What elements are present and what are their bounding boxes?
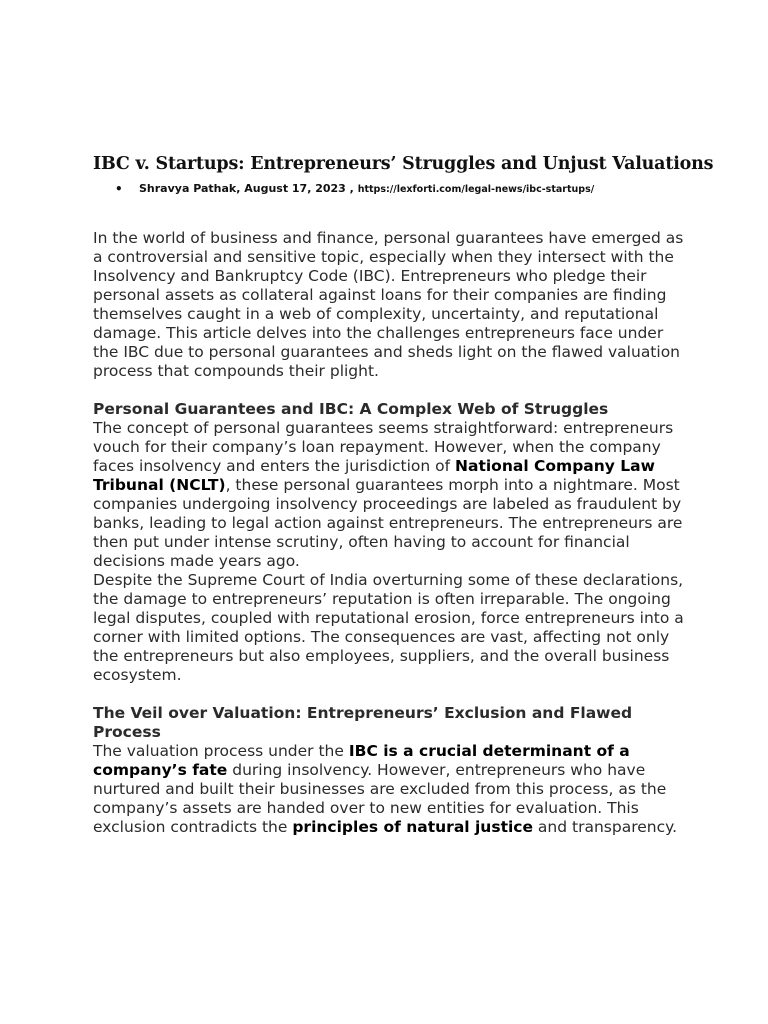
byline-list <box>93 181 693 198</box>
section-paragraph <box>93 742 693 837</box>
text-run: The valuation process under the <box>93 742 349 760</box>
bold-text: principles of natural justice <box>292 818 533 836</box>
source-url: https://lexforti.com/legal-news/ibc-startups/ <box>357 184 595 195</box>
byline-item <box>93 181 693 198</box>
text-run: The concept of personal guarantees seems straightforward: entrepreneurs vouch for their company’s loan repayment. However, when the company faces insolvency and enters the jurisdiction of <box>93 419 674 475</box>
intro-paragraph: In the world of business and finance, personal guarantees have emerged as a controversial and sensitive topic, especially when they intersect with the Insolvency and Bankruptcy Code (IBC). Entrepreneurs who pledge their personal assets as collateral against loans for their companies are finding themselves caught in a web of complexity, uncertainty, and reputational damage. This article delves into the challenges entrepreneurs face under the IBC due to personal guarantees and sheds light on the flawed valuation process that compounds their plight. <box>93 229 684 380</box>
section-personal-guarantees <box>93 400 693 685</box>
section-paragraph: Despite the Supreme Court of India overturning some of these declarations, the damage to entrepreneurs’ reputation is often irreparable. The ongoing legal disputes, coupled with reputational erosion, force entrepreneurs into a corner with limited options. The consequences are vast, affecting not only the entrepreneurs but also employees, suppliers, and the overall business ecosystem. <box>93 571 684 684</box>
section-heading: The Veil over Valuation: Entrepreneurs’ Exclusion and Flawed Process <box>93 704 633 741</box>
text-run: during insolvency. However, entrepreneurs who have nurtured and built their businesses are excluded from this process, as the company’s assets are handed over to new entities for evaluation. This exclusion contradicts the <box>93 761 667 836</box>
author-date: Shravya Pathak, August 17, 2023 , <box>139 182 358 195</box>
section-heading: Personal Guarantees and IBC: A Complex Web of Struggles <box>93 400 609 418</box>
text-run: , these personal guarantees morph into a nightmare. Most companies undergoing insolvency proceedings are labeled as fraudulent by banks, leading to legal action against entrepreneurs. The entrepreneurs are then put under intense scrutiny, often having to account for financial decisions made years ago. <box>93 476 683 570</box>
document-page <box>93 152 714 837</box>
bold-text: National Company Law Tribunal (NCLT) <box>93 457 655 494</box>
bold-text: IBC is a crucial determinant of a company’s fate <box>93 742 630 779</box>
text-run: and transparency. <box>533 818 678 836</box>
article-title: IBC v. Startups: Entrepreneurs’ Struggles and Unjust Valuations <box>93 154 714 174</box>
section-valuation <box>93 704 693 837</box>
section-paragraph <box>93 419 693 571</box>
